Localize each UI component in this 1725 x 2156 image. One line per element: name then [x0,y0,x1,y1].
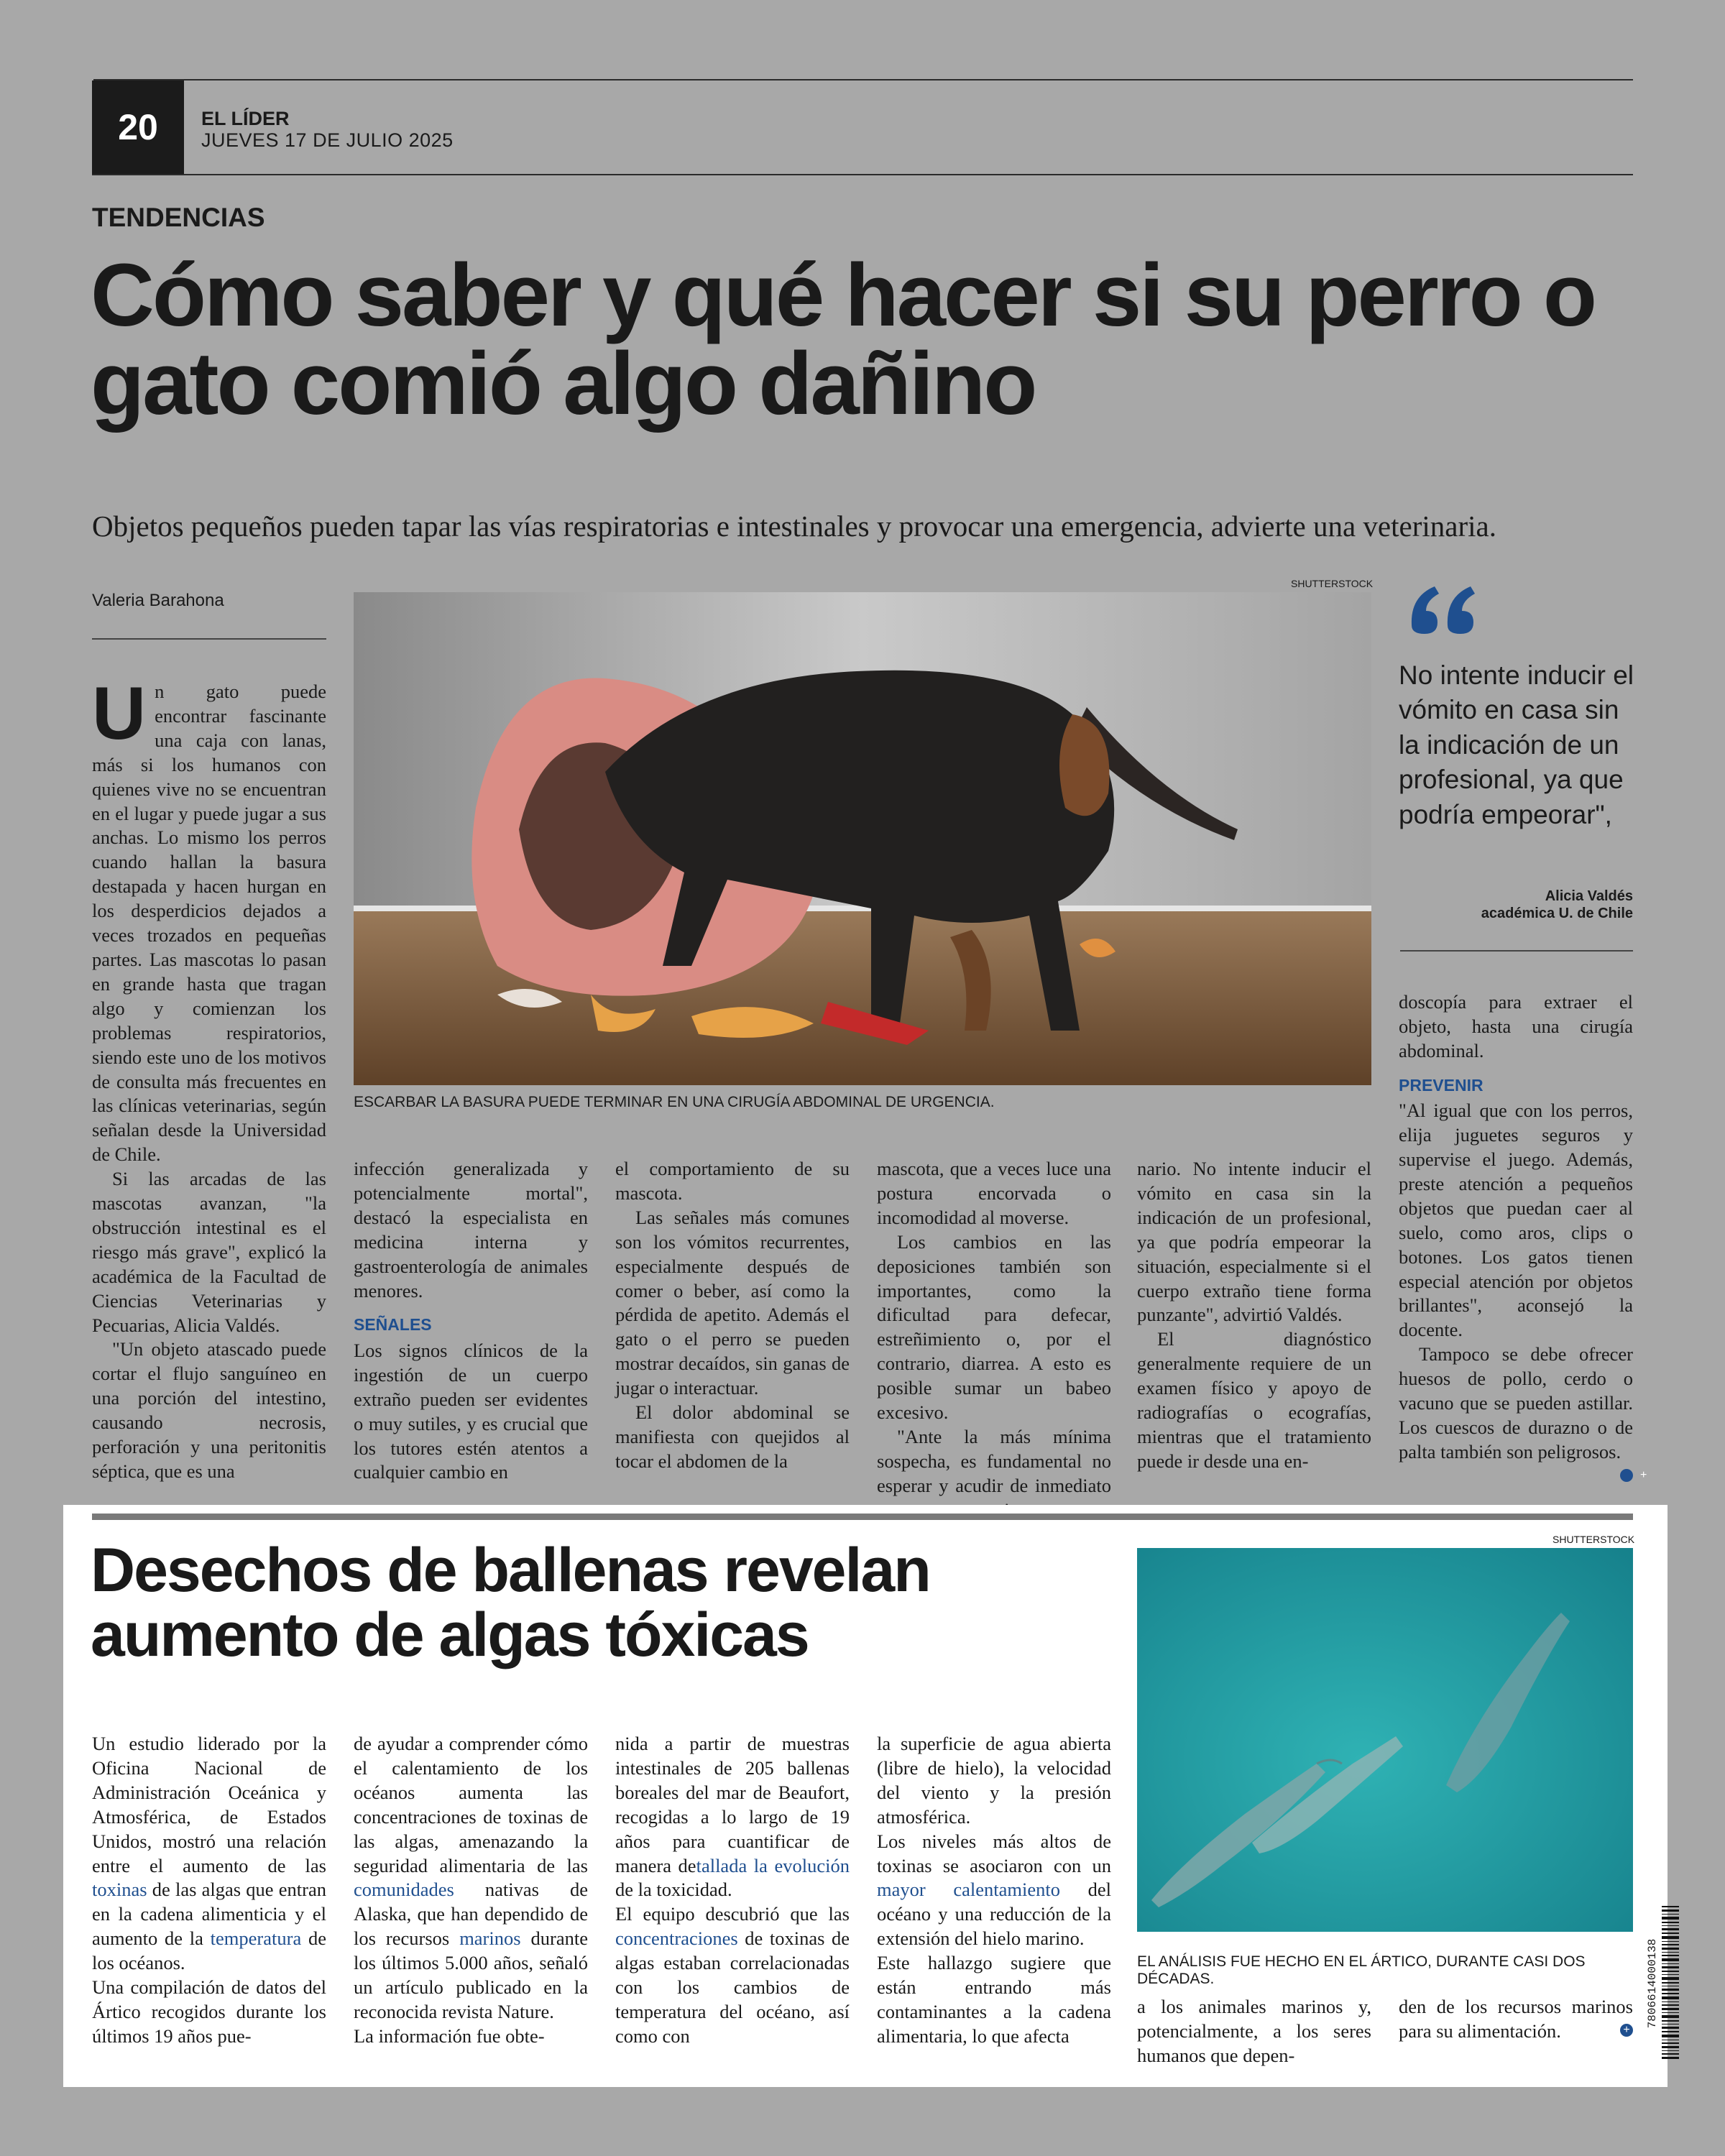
section-label: TENDENCIAS [92,203,265,232]
headline: Cómo saber y qué hacer si su perro o gato comió algo dañino [91,247,1596,433]
headline-2: Desechos de ballenas revelan aumento de algas tóxicas [91,1536,930,1670]
body-text: la superficie de agua abierta (libre de hielo), la velocidad del viento y la presión atmosférica. [877,1733,1111,1828]
body-column-5 [1137,1157,1371,1474]
deck: Objetos pequeños pueden tapar las vías respiratorias e intestinales y provocar una emergencia, advierte una veterinaria. [92,510,1496,543]
subhead-prevenir: PREVENIR [1399,1075,1484,1095]
inline-link[interactable]: concentraciones [615,1927,738,1950]
inline-link[interactable]: mayor calentamiento [877,1879,1060,1901]
body-text: Los cambios en las deposiciones también son importantes, como la dificultad para defecar, estreñimiento o, por el contrario, diarrea. A esto es posible sumar un babeo excesivo. [877,1230,1111,1424]
body-text: Los niveles más altos de toxinas se asociaron con un [877,1830,1111,1876]
body-text: Los signos clínicos de la ingestión de un cuerpo extraño pueden ser evidentes o muy sutiles, y es crucial que los tutores estén atentos a cualquier cambio en [354,1339,588,1483]
quote-attribution-name: Alicia Valdés [1545,888,1633,904]
bottom-article-rule [92,1514,1633,1520]
body-text: durante los últimos 5.000 años, señaló un artículo publicado en la reconocida revista Nature. [354,1927,588,2022]
body-column-1 [92,672,326,1484]
whales-photo [1137,1548,1633,1932]
byline-rule [92,638,326,640]
body-text: "Ante la más mínima sospecha, es fundamental no esperar y acudir de inmediato [877,1425,1111,1496]
end-mark-icon: + [1620,2024,1633,2037]
body-column-2 [354,1157,588,1485]
body-text: del océano y una reducción de la extensión del hielo marino. [877,1879,1112,1950]
body-text: El equipo descubrió que las [615,1903,850,1925]
body2-column-3 [615,1732,850,2049]
body2-column-4 [877,1732,1111,2049]
quote-rule [1400,950,1633,952]
body-text [354,1732,588,2024]
page-number: 20 [92,80,184,174]
body-text [877,1830,1111,1952]
body-text: Las señales más comunes son los vómitos recurrentes, especialmente después de comer o beber, así como la pérdida de apetito. Además el gato o el perro se pueden mostrar decaídos, sin ganas de jugar o interactuar. [615,1206,850,1399]
body-text: Un estudio liderado por la Oficina Nacional de Administración Oceánica y Atmosférica, de Estados Unidos, mostró una relación entre el aumento de las [92,1733,326,1876]
header-rule [92,174,1633,175]
body2-column-6 [1399,1995,1633,2044]
body-text: La información fue obte- [354,2024,545,2047]
quote-attribution-role: académica U. de Chile [1481,906,1633,921]
barcode [1646,1906,1680,2061]
body-text: Si las arcadas de las mascotas avanzan, "la obstrucción intestinal es el riesgo más grave", explicó la académica de la Facultad de Ciencias Veterinarias y Pecuarias, Alicia Valdés. [92,1168,326,1336]
body2-column-2 [354,1732,588,2049]
barcode-number: 7806614000138 [1646,1938,1659,2029]
body-text: nativas de Alaska, que han dependido de los recursos [354,1879,588,1950]
body-text: El diagnóstico generalmente requiere de un examen físico y apoyo de radiografías o ecografías, mientras que el tratamiento puede ir desde una en- [1137,1328,1371,1472]
body-text: El dolor abdominal se manifiesta con quejidos al tocar el abdomen de la [615,1401,850,1472]
photo-caption-2: EL ANÁLISIS FUE HECHO EN EL ÁRTICO, DURANTE CASI DOS DÉCADAS. [1137,1953,1586,1987]
inline-link[interactable]: comunidades [354,1879,454,1901]
byline: Valeria Barahona [92,591,224,610]
body-text [92,1732,326,1976]
inline-link[interactable]: marinos [459,1927,521,1950]
issue-date: JUEVES 17 DE JULIO 2025 [201,129,454,151]
subhead-senales: SEÑALES [354,1315,432,1335]
photo-caption: ESCARBAR LA BASURA PUEDE TERMINAR EN UNA CIRUGÍA ABDOMINAL DE URGENCIA. [354,1094,995,1110]
body-text: infección generalizada y potencialmente mortal", destacó la especialista en medicina interna y gastroenterología de animales menores. [354,1158,588,1302]
body-text: nida a partir de muestras intestinales de 205 ballenas boreales del mar de Beaufort, recogidas a lo largo de 19 años para cuantificar de manera de [615,1733,850,1876]
end-mark-icon: + [1620,1469,1633,1482]
photo-credit-2: SHUTTERSTOCK [1552,1534,1635,1545]
body-text: nario. No intente inducir el vómito en casa sin la indicación de un profesional, ya que podría empeorar la situación, especialmente si el cuerpo extraño tiene forma punzante", advirtió Valdés. [1137,1158,1371,1326]
drop-cap: U [92,672,147,755]
inline-link[interactable]: temperatura [210,1927,302,1950]
inline-link[interactable]: toxinas [92,1879,147,1901]
body-text: de las algas que entran en la cadena alimenticia y el aumento de la [92,1879,326,1950]
body-text: de la toxicidad. [615,1879,732,1901]
body-text: "Un objeto atascado puede cortar el flujo sanguíneo en una porción del intestino, causando necrosis, perforación y una peritonitis séptica, que es una [92,1338,326,1482]
body-text: mascota, que a veces luce una postura encorvada o incomodidad al moverse. [877,1158,1111,1228]
body-column-4 [877,1157,1111,1523]
body-text [615,1902,850,2048]
body-text [1399,1995,1633,2044]
body-column-6 [1399,990,1647,1482]
body-text: de toxinas de algas estaban correlacionadas con los cambios de temperatura del océano, así como con [615,1927,850,2047]
body-text: n gato puede encontrar fascinante una caja con lanas, más si los humanos con quienes vive no se encuentran en el lugar y puede jugar a sus anchas. Lo mismo los perros cuando hallan la basura destapada y hacen hurgan en los desperdicios dejados a veces trozados en pequeñas partes. Las mascotas lo pasan en grande hasta que tragan algo y comienzan los problemas respiratorios, siendo este uno de los motivos de consulta más frecuentes en las clínicas veterinarias, según señalan desde la Universidad de Chile. [92,681,326,1166]
quote-icon [1402,568,1488,654]
body-text: de los océanos. [92,1927,326,1974]
body-text [615,1732,850,1902]
body2-column-1 [92,1732,326,2049]
body-text: Tampoco se debe ofrecer huesos de pollo, cerdo o vacuno que se pueden astillar. Los cuescos de durazno o de palta también son peligrosos. [1399,1343,1633,1462]
body-column-3 [615,1157,850,1474]
dog-in-trash-photo [354,592,1371,1085]
body-text [1399,1342,1647,1481]
body-text: de ayudar a comprender cómo el calentamiento de los océanos aumenta las concentraciones de toxinas de las algas, amenazando la seguridad alimentaria de las [354,1733,588,1876]
body-text: "Al igual que con los perros, elija juguetes seguros y supervise el juego. Además, preste atención a pequeños objetos que puedan caer al suelo, como aros, clips o botones. Los gatos tienen especial atención por objetos brillantes", aconsejó la docente. [1399,1100,1633,1341]
body-text: Este hallazgo sugiere que están entrando más contaminantes a la cadena alimentaria, lo que afecta [877,1952,1111,2047]
body-text: el comportamiento de su mascota. [615,1158,850,1204]
body-text: doscopía para extraer el objeto, hasta una cirugía abdominal. [1399,991,1633,1061]
body-text: Una compilación de datos del Ártico recogidos durante los últimos 19 años pue- [92,1976,326,2047]
body-text: den de los recursos marinos para su alimentación. [1399,1996,1633,2042]
body2-column-5 [1137,1995,1371,2068]
newspaper-name: EL LÍDER [201,108,290,129]
body-text: a los animales marinos y, potencialmente, a los seres humanos que depen- [1137,1996,1371,2066]
top-rule [93,79,1633,80]
photo-credit: SHUTTERSTOCK [1291,578,1374,589]
inline-link[interactable]: tallada la evolución [696,1854,850,1876]
pull-quote: No intente inducir el vómito en casa sin la indicación de un profesional, ya que podría empeorar", [1399,660,1634,829]
